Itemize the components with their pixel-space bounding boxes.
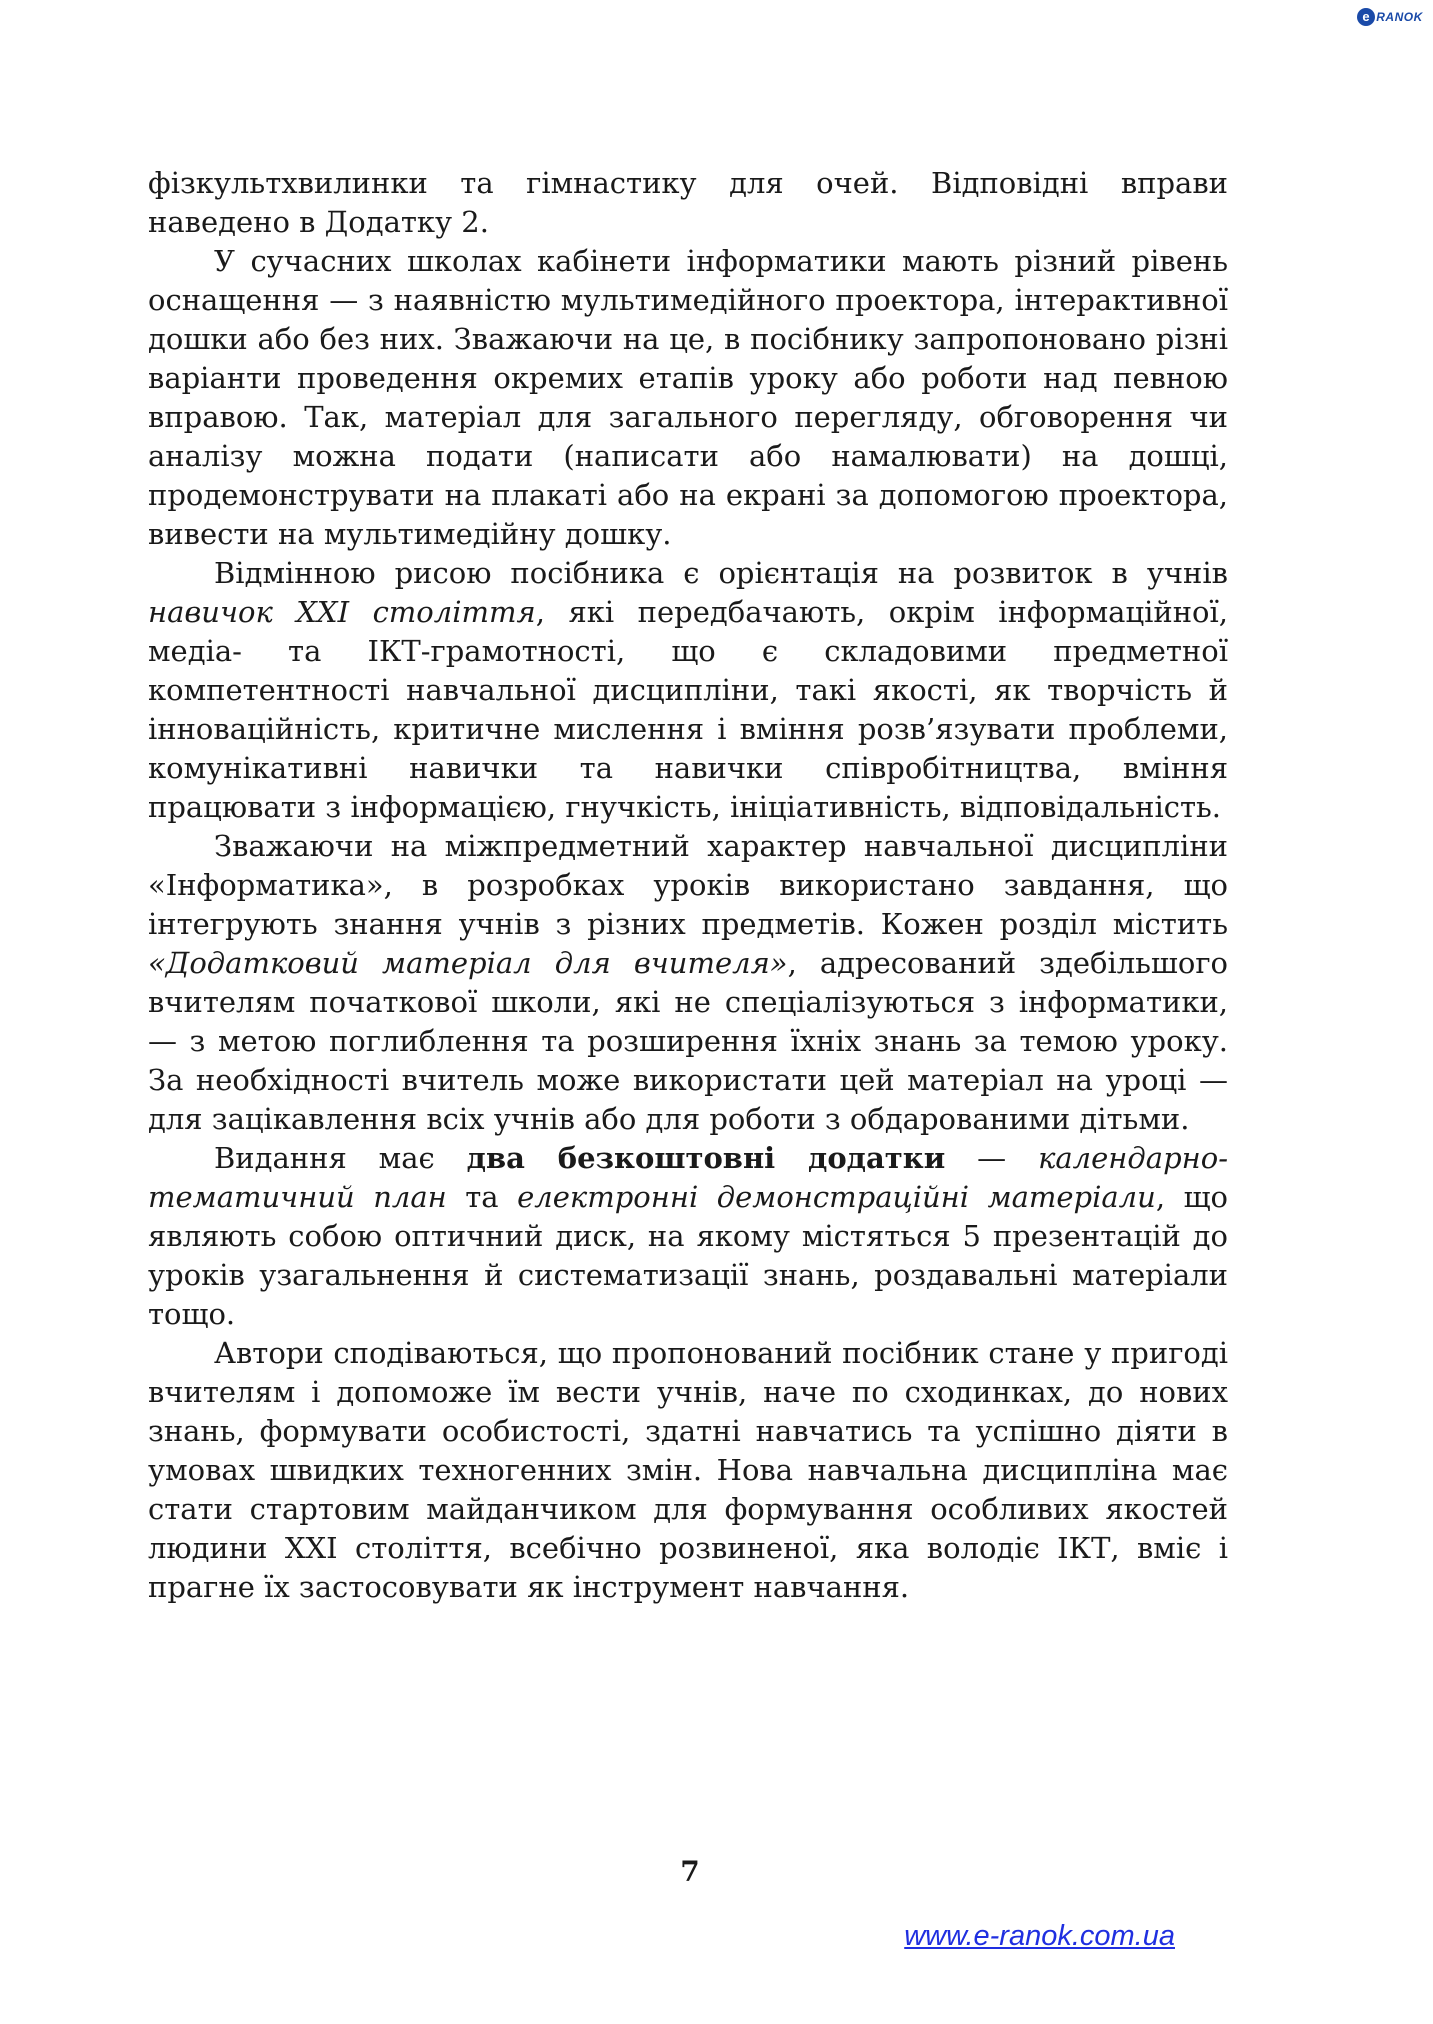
paragraph-5-text-e: та: [446, 1180, 518, 1214]
paragraph-3-text-c: , які передбачають, окрім інформаційної, медіа- та ІКТ-грамотності, що є складовими предметної компетентності навчальної дисципліни, такі якості, як творчість й інноваційність, критичне мислення і вміння розв’язувати проблеми, комунікативні навички та навички співробітництва, вміння працювати з інформацією, гнучкість, ініціативність, відповідальність.: [148, 595, 1228, 824]
paragraph-3: [148, 554, 1228, 827]
paragraph-5: [148, 1139, 1228, 1334]
paragraph-3-text-a: Відмінною рисою посібника є орієнтація на розвиток в учнів: [214, 556, 1228, 590]
paragraph-5-text-a: Видання має: [214, 1141, 467, 1175]
free-supplements: два безкоштовні додатки: [466, 1141, 946, 1175]
paragraph-2: У сучасних школах кабінети інформатики мають різний рівень оснащення — з наявністю мультимедійного проектора, інтерактивної дошки або без них. Зважаючи на це, в посібнику запропоновано різні варіанти проведення окремих етапів уроку або роботи над певною вправою. Так, матеріал для загального перегляду, обговорення чи аналізу можна подати (написати або намалювати) на дошці, продемонструвати на плакаті або на екрані за допомогою проектора, вивести на мультимедійну дошку.: [148, 244, 1228, 551]
paragraph-1: фізкультхвилинки та гімнастику для очей. Відповідні вправи наведено в Додатку 2.: [148, 166, 1228, 239]
paragraph-4: [148, 827, 1228, 1139]
calendar-plan: календарно-тематичний план: [148, 1141, 1228, 1214]
demo-materials: електронні демонстраційні матеріали: [517, 1180, 1156, 1214]
paragraph-4-text-c: , адресований здебільшого вчителям початкової школи, які не спеціалізуються з інформатики, — з метою поглиблення та розширення їхніх знань за темою уроку. За необхідності вчитель може використати цей матеріал на уроці — для зацікавлення всіх учнів або для роботи з обдарованими дітьми.: [148, 946, 1229, 1136]
skills-21st-century: навичок XXI століття: [148, 595, 536, 629]
logo-text: RANOK: [1376, 10, 1423, 24]
publisher-logo: [1355, 4, 1425, 30]
paragraph-4-text-a: Зважаючи на міжпредметний характер навчальної дисципліни «Інформатика», в розробках уроків використано завдання, що інтегрують знання учнів з різних предметів. Кожен розділ містить: [148, 829, 1228, 941]
additional-material-title: «Додатковий матеріал для вчителя»: [148, 946, 788, 980]
paragraph-6: Автори сподіваються, що пропонований посібник стане у пригоді вчителям і допоможе їм вести учнів, наче по сходинках, до нових знань, формувати особистості, здатні навчатись та успішно діяти в умовах швидких техногенних змін. Нова навчальна дисципліна має стати стартовим майданчиком для формування особливих якостей людини XXI століття, всебічно розвиненої, яка володіє ІКТ, вміє і прагне їх застосовувати як інструмент навчання.: [148, 1336, 1228, 1604]
website-link[interactable]: www.e-ranok.com.ua: [904, 1920, 1175, 1952]
logo-e-icon: e: [1357, 8, 1375, 26]
page-number: 7: [680, 1855, 700, 1888]
paragraph-5-text-c: —: [945, 1141, 1039, 1175]
page-content: [148, 164, 1228, 1607]
paragraph-5-text-g: , що являють собою оптичний диск, на якому містяться 5 презентацій до уроків узагальнення й систематизації знань, роздавальні матеріали тощо.: [148, 1180, 1229, 1331]
